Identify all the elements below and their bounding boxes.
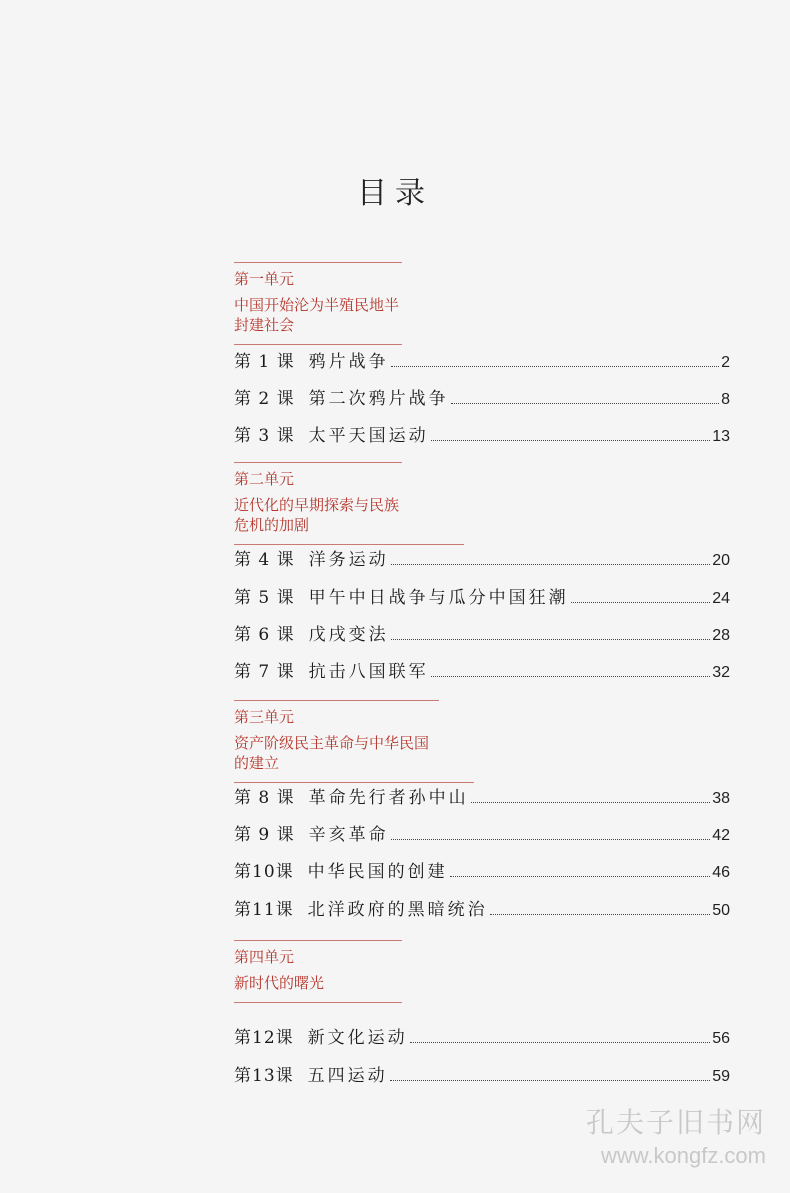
unit-label: 第四单元 <box>234 948 295 966</box>
page-title: 目录 <box>357 176 433 211</box>
toc-entry[interactable] <box>234 658 730 682</box>
lesson-title: 第二次鸦片战争 <box>308 389 449 409</box>
unit-rule-top <box>234 462 402 463</box>
unit-header-3 <box>234 700 439 783</box>
toc-entry[interactable] <box>234 896 730 920</box>
unit-rule-bottom <box>234 1002 402 1003</box>
unit-rule-bottom <box>234 344 402 345</box>
lesson-number: 第 2 课 <box>234 389 295 409</box>
toc-entry[interactable] <box>234 422 730 446</box>
page-number: 46 <box>712 864 730 881</box>
lesson-number: 第 7 课 <box>234 662 295 682</box>
leader-dots <box>410 1041 711 1043</box>
unit-header-1 <box>234 262 402 345</box>
lesson-number: 第 3 课 <box>234 426 295 446</box>
toc-entry[interactable] <box>234 1024 730 1048</box>
toc-entry[interactable] <box>234 584 730 608</box>
lesson-number: 第 5 课 <box>234 588 295 608</box>
lesson-title: 洋务运动 <box>308 550 389 570</box>
lesson-title: 戊戌变法 <box>308 625 389 645</box>
leader-dots <box>391 563 711 565</box>
lesson-title: 抗击八国联军 <box>308 662 429 682</box>
page-number: 13 <box>712 428 730 445</box>
unit-header-2 <box>234 462 402 545</box>
leader-dots <box>431 439 711 441</box>
watermark-url: www.kongfz.com <box>600 1143 766 1168</box>
lesson-title: 新文化运动 <box>307 1028 408 1048</box>
unit-name: 新时代的曙光 <box>234 974 325 992</box>
leader-dots <box>451 402 719 404</box>
page-number: 56 <box>712 1030 730 1047</box>
lesson-title: 甲午中日战争与瓜分中国狂潮 <box>308 588 569 608</box>
leader-dots <box>571 601 711 603</box>
unit-label: 第三单元 <box>234 708 295 726</box>
lesson-title: 鸦片战争 <box>308 352 389 372</box>
page-number: 38 <box>712 790 730 807</box>
unit-name: 近代化的早期探索与民族危机的加剧 <box>234 496 400 534</box>
lesson-title: 五四运动 <box>307 1066 388 1086</box>
toc-entry[interactable] <box>234 1062 730 1086</box>
lesson-title: 北洋政府的黑暗统治 <box>307 900 488 920</box>
unit-name: 资产阶级民主革命与中华民国的建立 <box>234 734 430 772</box>
lesson-number: 第 8 课 <box>234 788 295 808</box>
unit-rule-top <box>234 940 402 941</box>
lesson-number: 第 4 课 <box>234 550 295 570</box>
lesson-title: 中华民国的创建 <box>307 862 448 882</box>
watermark <box>586 1101 766 1169</box>
page-number: 59 <box>712 1068 730 1085</box>
page-number: 42 <box>712 827 730 844</box>
leader-dots <box>471 801 711 803</box>
leader-dots <box>391 838 711 840</box>
lesson-number: 第11课 <box>234 900 294 920</box>
leader-dots <box>490 913 711 915</box>
page-number: 24 <box>712 590 730 607</box>
lesson-number: 第 6 课 <box>234 625 295 645</box>
unit-label: 第一单元 <box>234 270 295 288</box>
toc-entry[interactable] <box>234 858 730 882</box>
page-number: 50 <box>712 902 730 919</box>
leader-dots <box>391 365 719 367</box>
page-number: 2 <box>721 354 730 371</box>
toc-entry[interactable] <box>234 385 730 409</box>
leader-dots <box>391 638 711 640</box>
unit-name: 中国开始沦为半殖民地半封建社会 <box>234 296 400 334</box>
unit-header-4 <box>234 940 402 1003</box>
lesson-title: 革命先行者孙中山 <box>308 788 469 808</box>
unit-rule-top <box>234 262 402 263</box>
toc-entry[interactable] <box>234 546 730 570</box>
toc-entry[interactable] <box>234 784 730 808</box>
page-number: 8 <box>721 391 730 408</box>
leader-dots <box>450 875 711 877</box>
toc-entry[interactable] <box>234 821 730 845</box>
unit-rule-top <box>234 700 439 701</box>
toc-entry[interactable] <box>234 348 730 372</box>
lesson-number: 第10课 <box>234 862 294 882</box>
lesson-number: 第 9 课 <box>234 825 295 845</box>
page-number: 20 <box>712 552 730 569</box>
lesson-number: 第13课 <box>234 1066 294 1086</box>
page-number: 32 <box>712 664 730 681</box>
lesson-number: 第12课 <box>234 1028 294 1048</box>
lesson-title: 辛亥革命 <box>308 825 389 845</box>
page-number: 28 <box>712 627 730 644</box>
unit-label: 第二单元 <box>234 470 295 488</box>
toc-entry[interactable] <box>234 621 730 645</box>
lesson-number: 第 1 课 <box>234 352 295 372</box>
lesson-title: 太平天国运动 <box>308 426 429 446</box>
watermark-text: 孔夫子旧书网 <box>585 1106 766 1139</box>
leader-dots <box>390 1079 711 1081</box>
leader-dots <box>431 675 711 677</box>
